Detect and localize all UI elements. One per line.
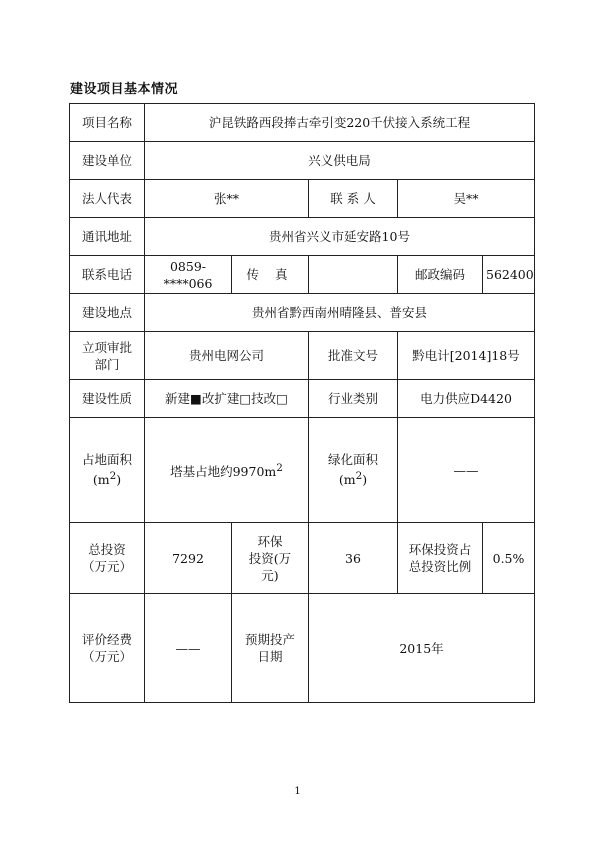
area-value: 塔基占地约$9970m^2$: [145, 418, 309, 523]
row-phone: [70, 256, 535, 294]
env-ratio-value: 0.5%: [483, 523, 535, 594]
contact-value: 吴**: [398, 180, 535, 218]
project-name-value: 沪昆铁路西段捧古牵引变220千伏接入系统工程: [145, 104, 535, 142]
green-label-unit: $(m^2)$: [338, 470, 368, 488]
address-label: 通讯地址: [70, 218, 145, 256]
area-label: [70, 418, 145, 523]
page-title: 建设项目基本情况: [70, 82, 179, 97]
row-nature: [70, 380, 535, 418]
green-area-label: [309, 418, 398, 523]
area-label-unit: $(m^2)$: [92, 470, 122, 488]
nature-value: 新建■改扩建□技改□: [145, 380, 309, 418]
row-project-name: [70, 104, 535, 142]
fax-value: [309, 256, 398, 294]
row-investment: [70, 523, 535, 594]
doc-number-label: 批准文号: [309, 332, 398, 380]
green-area-value: ——: [398, 418, 535, 523]
row-area: [70, 418, 535, 523]
row-site: [70, 294, 535, 332]
env-ratio-label: 环保投资占 总投资比例: [398, 523, 483, 594]
expected-date-value: 2015年: [309, 594, 535, 703]
address-value: 贵州省兴义市延安路10号: [145, 218, 535, 256]
page-number: 1: [294, 786, 301, 797]
unit-label: 建设单位: [70, 142, 145, 180]
approval-label: 立项审批 部门: [70, 332, 145, 380]
env-investment-value: 36: [309, 523, 398, 594]
site-value: 贵州省黔西南州晴隆县、普安县: [145, 294, 535, 332]
postcode-label: 邮政编码: [398, 256, 483, 294]
project-info-table: [69, 103, 535, 703]
industry-value: 电力供应D4420: [398, 380, 535, 418]
row-address: [70, 218, 535, 256]
env-investment-label: 环保 投资(万 元): [232, 523, 309, 594]
row-construction-unit: [70, 142, 535, 180]
site-label: 建设地点: [70, 294, 145, 332]
row-legal-rep: [70, 180, 535, 218]
project-name-label: 项目名称: [70, 104, 145, 142]
approval-value: 贵州电网公司: [145, 332, 309, 380]
green-label-main: 绿化面积: [327, 452, 378, 468]
eval-fee-value: ——: [145, 594, 232, 703]
total-investment-label: 总投资 （万元）: [70, 523, 145, 594]
legal-value: 张**: [145, 180, 309, 218]
doc-number-value: 黔电计[2014]18号: [398, 332, 535, 380]
row-approval: [70, 332, 535, 380]
eval-fee-label: 评价经费 （万元）: [70, 594, 145, 703]
fax-label: 传 真: [232, 256, 309, 294]
postcode-value: 562400: [483, 256, 535, 294]
industry-label: 行业类别: [309, 380, 398, 418]
phone-label: 联系电话: [70, 256, 145, 294]
expected-date-label: 预期投产 日期: [232, 594, 309, 703]
total-investment-value: 7292: [145, 523, 232, 594]
row-evaluation: [70, 594, 535, 703]
phone-value: 0859-****066: [145, 256, 232, 294]
nature-label: 建设性质: [70, 380, 145, 418]
area-label-main: 占地面积: [81, 452, 132, 468]
contact-label: 联 系 人: [309, 180, 398, 218]
legal-label: 法人代表: [70, 180, 145, 218]
unit-value: 兴义供电局: [145, 142, 535, 180]
